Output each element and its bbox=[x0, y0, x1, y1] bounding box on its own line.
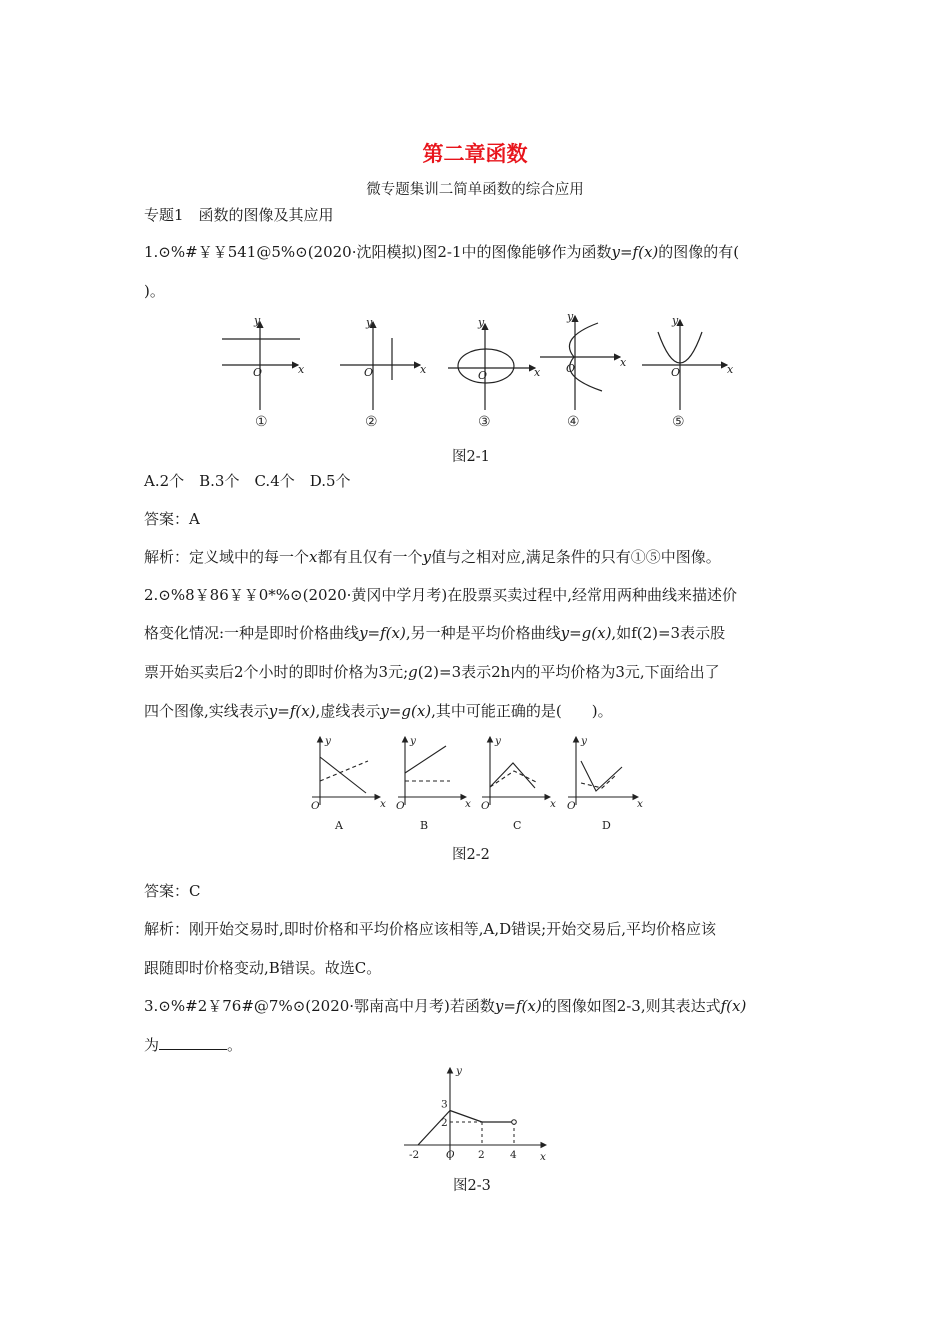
graph-label-C: C bbox=[513, 819, 522, 832]
q2-line1: 2.⊙%8￥86￥￥0*%⊙(2020·黄冈中学月考)在股票买卖过程中,经常用两种曲线来描述价 bbox=[144, 586, 738, 604]
q1-answer: 答案：A bbox=[144, 510, 200, 528]
y-tick-label: 2 bbox=[441, 1117, 448, 1129]
x-tick-label: 2 bbox=[478, 1149, 485, 1161]
topic-heading: 专题1 函数的图像及其应用 bbox=[144, 206, 334, 224]
graph-label-4: ④ bbox=[567, 414, 580, 430]
graph-label-A: A bbox=[335, 819, 343, 832]
x-tick-label: 4 bbox=[510, 1149, 517, 1161]
q1-line1: 1.⊙%#￥￥541@5%⊙(2020·沈阳模拟)图2-1中的图像能够作为函数y=f(x)的图像的有( bbox=[144, 243, 740, 261]
open-endpoint bbox=[512, 1120, 517, 1125]
q2-line4: 四个图像,实线表示y=f(x),虚线表示y=g(x),其中可能正确的是( )。 bbox=[144, 702, 613, 720]
graph-label-2: ② bbox=[365, 414, 378, 430]
svg-text:y: y bbox=[672, 314, 679, 327]
graph-A bbox=[312, 737, 380, 805]
graph-label-1: ① bbox=[255, 414, 268, 430]
answer-blank bbox=[159, 1037, 227, 1050]
subtitle: 微专题集训二简单函数的综合应用 bbox=[366, 182, 584, 198]
svg-text:O: O bbox=[364, 366, 374, 379]
graph-4 bbox=[540, 316, 620, 410]
figure-2-2 bbox=[300, 733, 650, 838]
graph-2 bbox=[340, 322, 420, 410]
q1-line2: )。 bbox=[144, 282, 165, 300]
svg-text:O: O bbox=[671, 366, 681, 379]
graph-label-5: ⑤ bbox=[672, 414, 685, 430]
svg-text:y: y bbox=[478, 316, 485, 329]
graph-label-D: D bbox=[602, 819, 611, 832]
svg-text:x: x bbox=[465, 798, 471, 810]
g1-origin: O bbox=[253, 366, 263, 379]
svg-text:y: y bbox=[366, 316, 373, 329]
q3-line1: 3.⊙%#2￥76#@7%⊙(2020·鄂南高中月考)若函数y=f(x)的图像如图2-3,则其表达式f(x) bbox=[144, 997, 747, 1015]
graph-label-3: ③ bbox=[478, 414, 491, 430]
q3-line2: 为 。 bbox=[144, 1036, 243, 1054]
q2-analysis-line1: 解析：刚开始交易时,即时价格和平均价格应该相等,A,D错误;开始交易后,平均价格应该 bbox=[144, 920, 716, 938]
svg-text:x: x bbox=[637, 798, 643, 810]
svg-text:x: x bbox=[727, 363, 734, 376]
figure-2-3 bbox=[400, 1060, 560, 1170]
x-tick-label: O bbox=[446, 1149, 455, 1161]
svg-text:O: O bbox=[567, 800, 576, 812]
svg-text:y: y bbox=[567, 310, 574, 323]
graph-label-B: B bbox=[420, 819, 429, 832]
graph-5 bbox=[642, 320, 727, 410]
svg-text:x: x bbox=[550, 798, 556, 810]
y-axis-label: y bbox=[456, 1065, 462, 1077]
q2-analysis-line2: 跟随即时价格变动,B错误。故选C。 bbox=[144, 959, 382, 977]
svg-text:O: O bbox=[396, 800, 405, 812]
q1-options: A.2个 B.3个 C.4个 D.5个 bbox=[144, 472, 351, 490]
svg-text:x: x bbox=[298, 363, 305, 376]
q1-analysis: 解析：定义域中的每一个x都有且仅有一个y值与之相对应,满足条件的只有①⑤中图像。 bbox=[144, 548, 721, 566]
svg-text:O: O bbox=[478, 369, 488, 382]
figure-2-1-caption: 图2-1 bbox=[452, 449, 490, 465]
graph-D bbox=[568, 737, 638, 805]
q2-line3: 票开始买卖后2个小时的即时价格为3元;g(2)=3表示2h内的平均价格为3元,下面给出了 bbox=[144, 663, 720, 681]
svg-text:O: O bbox=[566, 362, 576, 375]
svg-text:y: y bbox=[495, 735, 501, 747]
svg-text:y: y bbox=[581, 735, 587, 747]
svg-text:y: y bbox=[254, 314, 261, 327]
svg-text:x: x bbox=[620, 356, 627, 369]
svg-text:x: x bbox=[420, 363, 427, 376]
graph-3 bbox=[448, 324, 535, 410]
svg-text:O: O bbox=[311, 800, 320, 812]
graph-C bbox=[482, 737, 550, 805]
chapter-title: 第二章函数 bbox=[422, 141, 528, 166]
svg-text:y: y bbox=[410, 735, 416, 747]
q2-line2: 格变化情况:一种是即时价格曲线y=f(x),另一种是平均价格曲线y=g(x),如f(2)=3表示股 bbox=[144, 624, 726, 642]
figure-2-3-caption: 图2-3 bbox=[453, 1178, 491, 1194]
x-axis-label: x bbox=[540, 1151, 546, 1163]
svg-text:x: x bbox=[380, 798, 386, 810]
svg-text:O: O bbox=[481, 800, 490, 812]
figure-2-2-caption: 图2-2 bbox=[452, 847, 490, 863]
segment-2 bbox=[450, 1111, 482, 1123]
y-tick-label: 3 bbox=[441, 1098, 448, 1111]
graph-B bbox=[398, 737, 466, 805]
x-tick-label: -2 bbox=[409, 1149, 420, 1161]
figure-2-1 bbox=[210, 310, 750, 435]
q2-answer: 答案：C bbox=[144, 882, 201, 900]
svg-text:y: y bbox=[325, 735, 331, 747]
svg-text:x: x bbox=[534, 366, 541, 379]
